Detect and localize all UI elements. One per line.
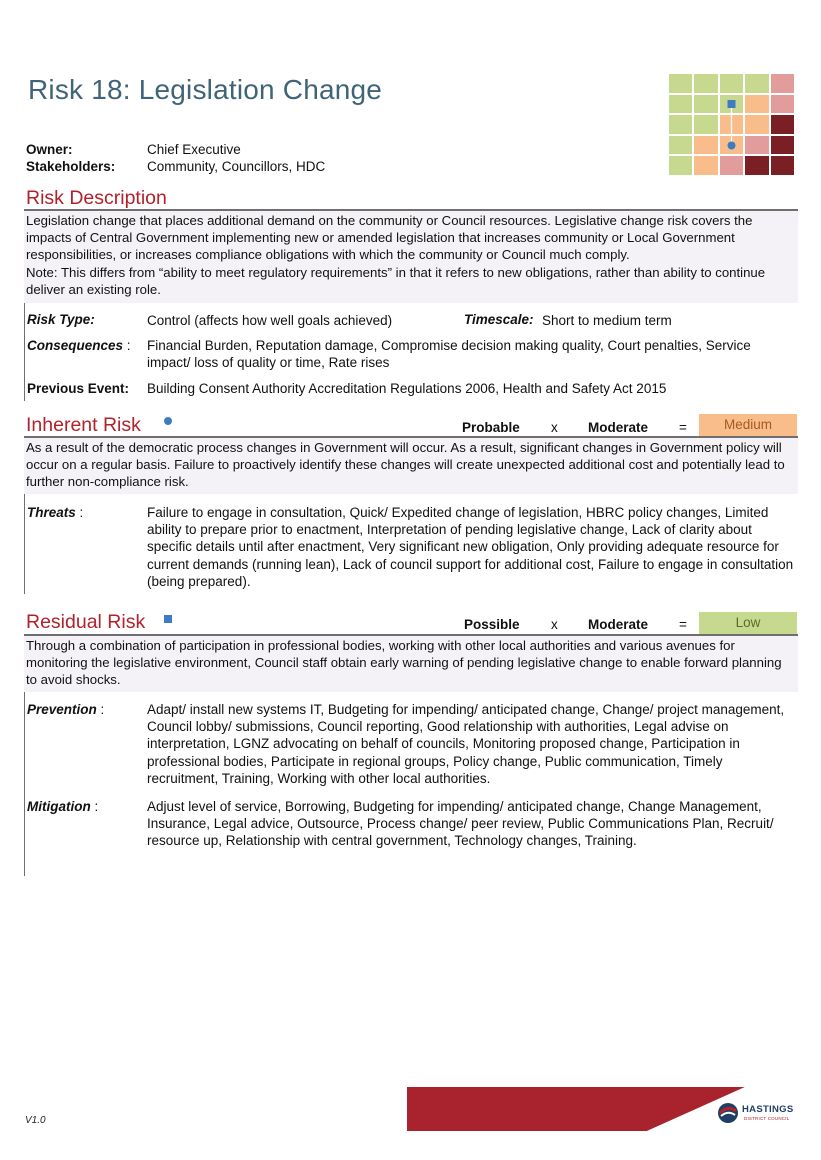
consequences-value: Financial Burden, Reputation damage, Compromise decision making quality, Court penalties, Service impact/ loss of quality or time, Rate rises — [147, 338, 751, 371]
residual-consequence — [588, 617, 648, 632]
inherent-rating-badge: Medium — [699, 414, 797, 436]
inherent-times: x — [551, 420, 558, 435]
risk-description-text: Legislation change that places additional demand on the community or Council resources. Legislative change risk covers the impacts of Central Government implementing new or amended legislation that increases community or Local Government responsibilities, or increases compliance obligations with which the community or Council much comply. — [26, 213, 753, 263]
inherent-risk-box — [24, 438, 798, 494]
risk-type-value: Control (affects how well goals achieved) — [147, 313, 393, 328]
inherent-risk-heading: Inherent Risk — [26, 414, 141, 436]
risk-type-label: Risk Type: — [27, 312, 95, 327]
logo-subtitle: DISTRICT COUNCIL — [744, 1116, 790, 1121]
prevention-label-wrap: Prevention : — [27, 702, 105, 717]
residual-risk-text: Through a combination of participation in professional bodies, working with other local authorities and various avenues for monitoring the legislative environment, Council staff obtain early warning of pending legislative change to enable forward planning to avoid shocks. — [26, 638, 782, 688]
timescale-value: Short to medium term — [542, 313, 672, 328]
inherent-consequence-value: Moderate — [588, 420, 649, 435]
mitigation-label-wrap: Mitigation : — [27, 799, 99, 814]
residual-rating-badge: Low — [699, 612, 797, 634]
version-label: V1.0 — [25, 1115, 46, 1126]
inherent-risk-text: As a result of the democratic process changes in Government will occur. As a result, significant changes in Government policy will occur on a regular basis. Failure to proactively identify these changes will create unexpected additional cost and potentially lead to further non-compliance risk. — [26, 440, 785, 490]
consequences-label: Consequences — [27, 338, 124, 353]
risk-description-note: Note: This differs from “ability to meet regulatory requirements” in that it refers to new obligations, rather than ability to continue deliver an existing role. — [26, 264, 766, 297]
prevention-value: Adapt/ install new systems IT, Budgeting for impending/ anticipated change, Change/ project management, Council lobby/ submissions, Council reporting, Good relationship with authorities, Legal advise on interpretation, LGNZ advocating on behalf of councils, Monitoring proposed change, Participation in professional bodies, Participate in regional groups, Policy change, Public communication, Timely recruitment, Training, Working with other local authorities. — [147, 702, 785, 786]
inherent-consequence — [588, 420, 648, 435]
matrix-residual-marker — [728, 100, 736, 108]
risk-description-heading: Risk Description — [26, 187, 167, 209]
risk-description-box — [24, 211, 798, 303]
previous-event-label: Previous Event: — [27, 381, 130, 396]
inherent-marker-dot — [164, 417, 172, 425]
inherent-likelihood — [462, 420, 520, 435]
mitigation-value: Adjust level of service, Borrowing, Budgeting for impending/ anticipated change, Change Management, Insurance, Legal advice, Outsource, Process change/ peer review, Public Communications Plan, Recruit/ resource up, Relationship with central government, Technology changes, Training. — [147, 799, 774, 849]
risk-matrix — [668, 73, 795, 176]
residual-equals: = — [679, 617, 687, 632]
residual-likelihood-value: Possible — [464, 617, 520, 632]
timescale-label: Timescale: — [464, 312, 534, 327]
owner-label: Owner: — [26, 142, 73, 157]
stakeholders-value: Community, Councillors, HDC — [147, 159, 326, 174]
residual-consequence-value: Moderate — [588, 617, 649, 632]
residual-marker-square — [164, 615, 172, 623]
threats-label-wrap: Threats : — [27, 505, 84, 520]
residual-risk-heading: Residual Risk — [26, 611, 146, 633]
inherent-likelihood-value: Probable — [462, 420, 520, 435]
consequences-label-wrap: Consequences : — [27, 338, 131, 353]
owner-value: Chief Executive — [147, 142, 241, 157]
logo-name: HASTINGS — [742, 1104, 794, 1115]
residual-times: x — [551, 617, 558, 632]
previous-event-value: Building Consent Authority Accreditation Regulations 2006, Health and Safety Act 2015 — [147, 381, 667, 396]
residual-likelihood — [464, 617, 520, 632]
stakeholders-label: Stakeholders: — [26, 159, 116, 174]
threats-value: Failure to engage in consultation, Quick/ Expedited change of legislation, HBRC policy changes, Limited ability to prepare prior to enactment, Interpretation of pending legislative change, Lack of clarity about specific details until after enactment, Very significant new obligation, Only providing adequate resource for current demands (running lean), Lack of council support for additional cost, Failure to engage in consultation (being prepared). — [147, 505, 794, 589]
residual-risk-box — [24, 636, 798, 692]
inherent-equals: = — [679, 420, 687, 435]
page-title: Risk 18: Legislation Change — [28, 74, 383, 105]
risk-matrix-markers — [668, 73, 795, 176]
prevention-label: Prevention — [27, 702, 97, 717]
mitigation-label: Mitigation — [27, 799, 91, 814]
threats-label: Threats — [27, 505, 76, 520]
matrix-inherent-marker — [728, 142, 736, 150]
